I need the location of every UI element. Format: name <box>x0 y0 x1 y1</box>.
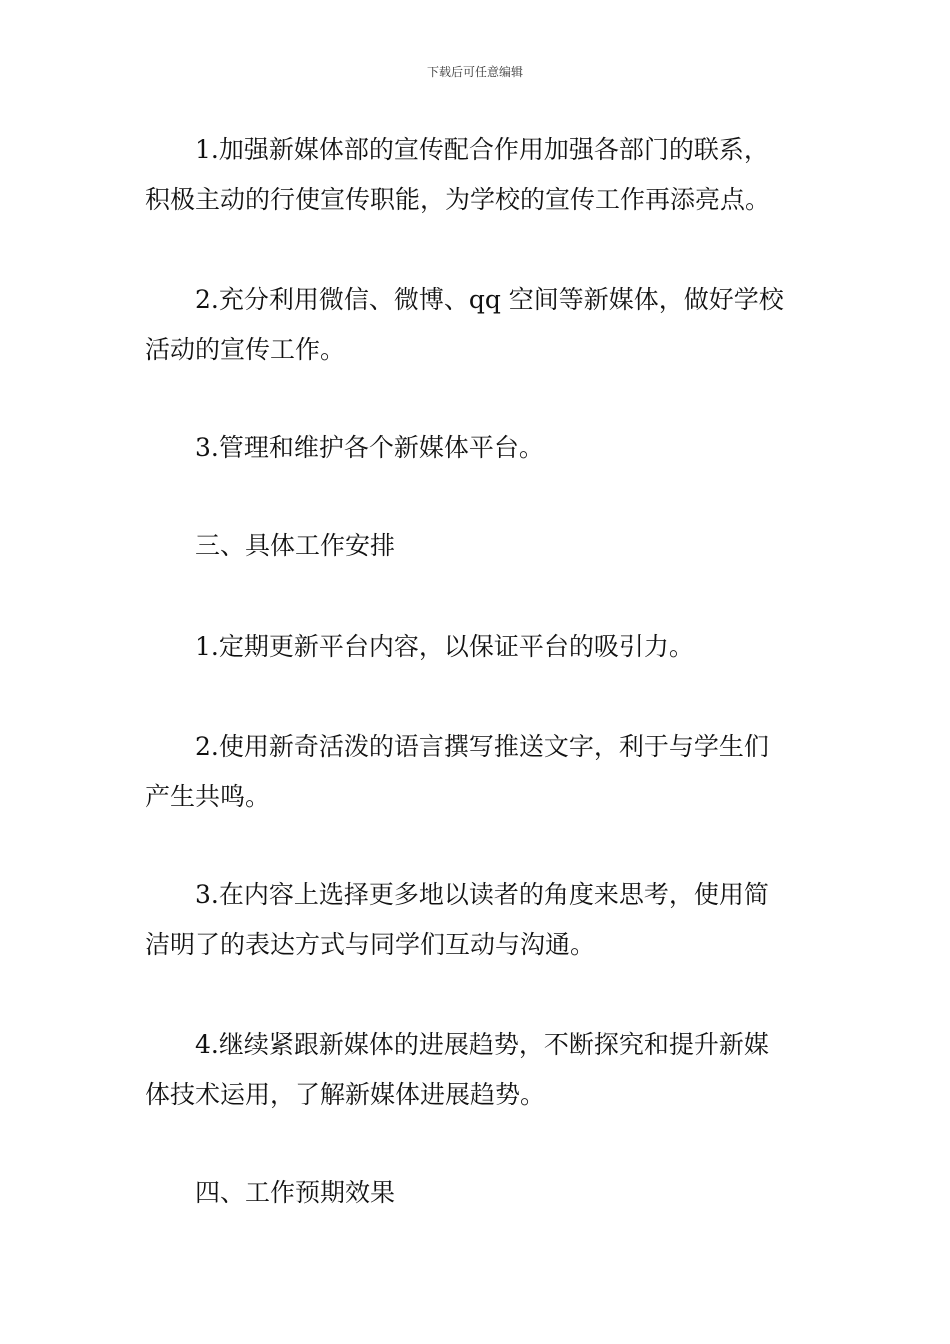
page-header: 下载后可任意编辑 <box>426 65 523 79</box>
paragraph-line: 1.加强新媒体部的宣传配合作用加强各部门的联系， <box>195 135 769 164</box>
paragraph-line: 4.继续紧跟新媒体的进展趋势，不断探究和提升新媒 <box>195 1030 769 1059</box>
paragraph-line: 积极主动的行使宣传职能，为学校的宣传工作再添亮点。 <box>145 185 771 214</box>
paragraph-line: 体技术运用，了解新媒体进展趋势。 <box>145 1080 546 1109</box>
section-heading: 四、工作预期效果 <box>195 1178 396 1207</box>
paragraph-2 <box>145 275 810 375</box>
paragraph-line: 活动的宣传工作。 <box>145 335 346 364</box>
paragraph-7 <box>145 1020 810 1120</box>
paragraph-1 <box>145 125 810 225</box>
paragraph-line: 3.在内容上选择更多地以读者的角度来思考，使用简 <box>195 880 769 909</box>
section-heading-3 <box>145 521 810 571</box>
paragraph-6 <box>145 870 810 970</box>
paragraph-line: 洁明了的表达方式与同学们互动与沟通。 <box>145 930 596 959</box>
paragraph-3 <box>145 423 810 473</box>
paragraph-line: 2.充分利用微信、微博、qq 空间等新媒体，做好学校 <box>195 285 784 314</box>
paragraph-line: 产生共鸣。 <box>145 782 271 811</box>
section-heading-4 <box>145 1168 810 1218</box>
paragraph-4 <box>145 622 810 672</box>
paragraph-line: 3.管理和维护各个新媒体平台。 <box>195 433 544 462</box>
paragraph-line: 1.定期更新平台内容，以保证平台的吸引力。 <box>195 632 694 661</box>
paragraph-line: 2.使用新奇活泼的语言撰写推送文字，利于与学生们 <box>195 732 769 761</box>
paragraph-5 <box>145 722 810 822</box>
section-heading: 三、具体工作安排 <box>195 531 396 560</box>
